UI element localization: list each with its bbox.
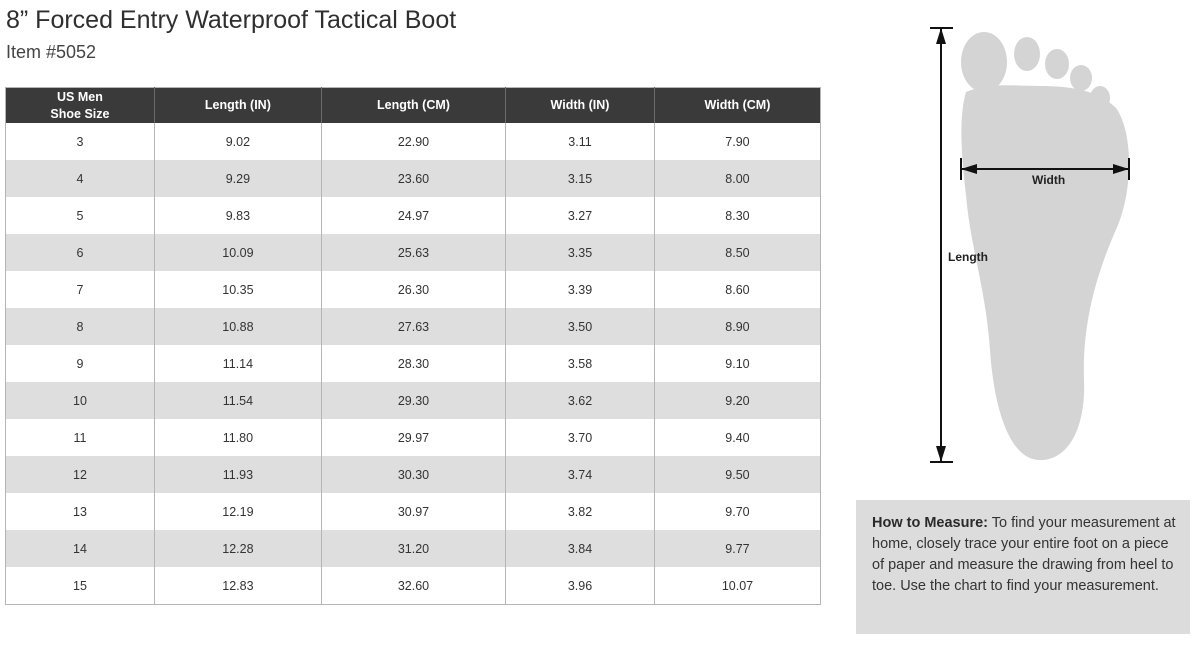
cell-shoe-size: 13: [6, 493, 155, 530]
length-label: Length: [948, 250, 988, 264]
cell-width-in: 3.96: [506, 567, 655, 605]
cell-length-cm: 29.30: [321, 382, 505, 419]
table-row: [6, 530, 821, 567]
cell-length-cm: 30.30: [321, 456, 505, 493]
cell-shoe-size: 6: [6, 234, 155, 271]
header-width-in: Width (IN): [506, 88, 655, 124]
cell-length-in: 9.29: [154, 160, 321, 197]
table-row: [6, 345, 821, 382]
table-row: [6, 271, 821, 308]
cell-length-cm: 27.63: [321, 308, 505, 345]
table-body: [6, 123, 821, 605]
table-row: [6, 382, 821, 419]
cell-length-in: 10.35: [154, 271, 321, 308]
cell-width-in: 3.27: [506, 197, 655, 234]
cell-length-cm: 29.97: [321, 419, 505, 456]
cell-length-in: 12.19: [154, 493, 321, 530]
cell-length-cm: 25.63: [321, 234, 505, 271]
header-length-cm: Length (CM): [321, 88, 505, 124]
cell-shoe-size: 8: [6, 308, 155, 345]
cell-width-in: 3.82: [506, 493, 655, 530]
cell-width-cm: 9.77: [654, 530, 820, 567]
header-us-men-shoe-size-label: US Men Shoe Size: [50, 89, 110, 121]
foot-measure-diagram: [920, 20, 1150, 470]
table-header-row: [6, 88, 821, 124]
cell-length-cm: 30.97: [321, 493, 505, 530]
cell-length-in: 11.93: [154, 456, 321, 493]
cell-shoe-size: 14: [6, 530, 155, 567]
cell-shoe-size: 4: [6, 160, 155, 197]
cell-shoe-size: 11: [6, 419, 155, 456]
header-us-men-shoe-size: [6, 88, 155, 124]
cell-width-cm: 8.60: [654, 271, 820, 308]
cell-width-cm: 9.70: [654, 493, 820, 530]
table-row: [6, 160, 821, 197]
header-length-in: Length (IN): [154, 88, 321, 124]
cell-width-cm: 8.00: [654, 160, 820, 197]
table-row: [6, 197, 821, 234]
cell-length-cm: 28.30: [321, 345, 505, 382]
cell-width-in: 3.39: [506, 271, 655, 308]
cell-shoe-size: 7: [6, 271, 155, 308]
cell-width-in: 3.11: [506, 123, 655, 160]
cell-length-cm: 24.97: [321, 197, 505, 234]
table-row: [6, 123, 821, 160]
cell-length-cm: 22.90: [321, 123, 505, 160]
cell-width-in: 3.35: [506, 234, 655, 271]
item-number: Item #5052: [6, 42, 97, 62]
cell-shoe-size: 15: [6, 567, 155, 605]
cell-width-in: 3.74: [506, 456, 655, 493]
cell-width-cm: 9.50: [654, 456, 820, 493]
how-to-measure-box: [856, 500, 1190, 634]
cell-width-cm: 8.90: [654, 308, 820, 345]
cell-length-in: 11.14: [154, 345, 321, 382]
foot-diagram-svg: [920, 20, 1150, 470]
table-row: [6, 567, 821, 605]
cell-length-in: 10.88: [154, 308, 321, 345]
page-title: 8” Forced Entry Waterproof Tactical Boot: [6, 6, 457, 34]
cell-length-in: 10.09: [154, 234, 321, 271]
foot-silhouette: [961, 32, 1129, 460]
cell-width-cm: 9.40: [654, 419, 820, 456]
how-to-measure-text: To find your measurement at home, closely trace your entire foot on a piece of paper and measure the drawing from heel to toe. Use the chart to find your measurement.: [872, 515, 1176, 594]
cell-shoe-size: 9: [6, 345, 155, 382]
cell-width-in: 3.58: [506, 345, 655, 382]
cell-width-in: 3.84: [506, 530, 655, 567]
cell-width-cm: 9.20: [654, 382, 820, 419]
cell-length-in: 12.28: [154, 530, 321, 567]
length-arrow: [930, 28, 953, 462]
cell-length-cm: 23.60: [321, 160, 505, 197]
header-width-cm: Width (CM): [654, 88, 820, 124]
how-to-measure-heading: How to Measure:: [872, 515, 989, 531]
cell-shoe-size: 12: [6, 456, 155, 493]
cell-length-in: 11.80: [154, 419, 321, 456]
cell-width-cm: 7.90: [654, 123, 820, 160]
cell-width-cm: 8.50: [654, 234, 820, 271]
cell-length-in: 11.54: [154, 382, 321, 419]
cell-width-cm: 8.30: [654, 197, 820, 234]
cell-shoe-size: 5: [6, 197, 155, 234]
table-row: [6, 493, 821, 530]
table-row: [6, 456, 821, 493]
cell-shoe-size: 10: [6, 382, 155, 419]
cell-length-cm: 32.60: [321, 567, 505, 605]
table-row: [6, 234, 821, 271]
cell-length-cm: 31.20: [321, 530, 505, 567]
size-chart-table: [5, 87, 821, 605]
cell-width-cm: 9.10: [654, 345, 820, 382]
cell-width-in: 3.15: [506, 160, 655, 197]
cell-width-in: 3.70: [506, 419, 655, 456]
cell-width-in: 3.62: [506, 382, 655, 419]
table-row: [6, 308, 821, 345]
cell-shoe-size: 3: [6, 123, 155, 160]
cell-width-in: 3.50: [506, 308, 655, 345]
cell-width-cm: 10.07: [654, 567, 820, 605]
cell-length-in: 12.83: [154, 567, 321, 605]
cell-length-in: 9.02: [154, 123, 321, 160]
cell-length-cm: 26.30: [321, 271, 505, 308]
width-label: Width: [1032, 173, 1066, 187]
table-row: [6, 419, 821, 456]
cell-length-in: 9.83: [154, 197, 321, 234]
